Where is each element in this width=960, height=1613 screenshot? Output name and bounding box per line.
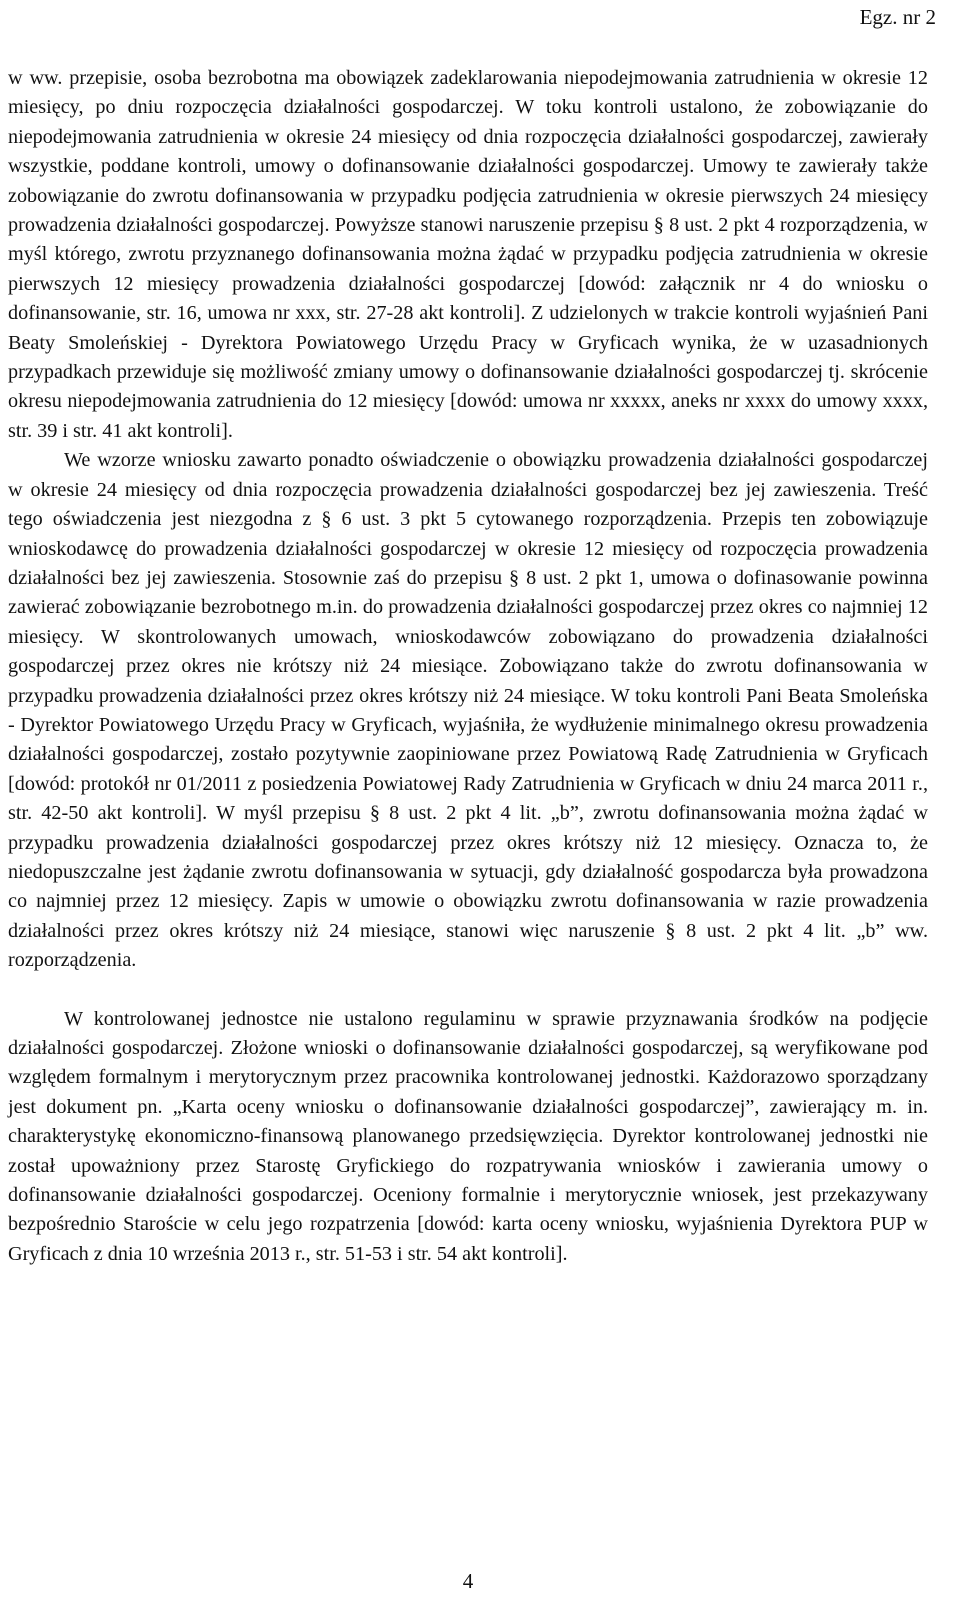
page-number: 4 <box>462 1569 474 1593</box>
paragraph-1: w ww. przepisie, osoba bezrobotna ma obowiązek zadeklarowania niepodejmowania zatrudnienia w okresie 12 miesięcy, po dniu rozpoczęcia działalności gospodarczej. W toku kontroli ustalono, że zobowiązanie do niepodejmowania zatrudnienia w okresie 24 miesięcy od dnia rozpoczęcia działalności gospodarczej, zawierały wszystkie, poddane kontroli, umowy o dofinansowanie działalności gospodarczej. Umowy te zawierały także zobowiązanie do zwrotu dofinansowania w przypadku podjęcia zatrudnienia w okresie pierwszych 24 miesięcy prowadzenia działalności gospodarczej. Powyższe stanowi naruszenie przepisu § 8 ust. 2 pkt 4 rozporządzenia, w myśl którego, zwrotu przyznanego dofinansowania można żądać w przypadku podjęcia zatrudnienia w okresie pierwszych 12 miesięcy prowadzenia działalności gospodarczej [dowód: załącznik nr 4 do wniosku o dofinansowanie, str. 16, umowa nr xxx, str. 27-28 akt kontroli]. Z udzielonych w trakcie kontroli wyjaśnień Pani Beaty Smoleńskiej - Dyrektora Powiatowego Urzędu Pracy w Gryficach wynika, że w uzasadnionych przypadkach przewiduje się możliwość zmiany umowy o dofinansowanie działalności gospodarczej tj. skrócenie okresu niepodejmowania zatrudnienia do 12 miesięcy [dowód: umowa nr xxxxx, aneks nr xxxx do umowy xxxx, str. 39 i str. 41 akt kontroli]. <box>8 67 928 442</box>
paragraph-2: We wzorze wniosku zawarto ponadto oświadczenie o obowiązku prowadzenia działalności gospodarczej w okresie 24 miesięcy od dnia rozpoczęcia prowadzenia działalności gospodarczej bez jej zawieszenia. Treść tego oświadczenia jest niezgodna z § 6 ust. 3 pkt 5 cytowanego rozporządzenia. Przepis ten zobowiązuje wnioskodawcę do prowadzenia działalności gospodarczej w okresie 12 miesięcy od rozpoczęcia prowadzenia działalności bez jej zawieszenia. Stosownie zaś do przepisu § 8 ust. 2 pkt 1, umowa o dofinasowanie powinna zawierać zobowiązanie bezrobotnego m.in. do prowadzenia działalności gospodarczej przez okres co najmniej 12 miesięcy. W skontrolowanych umowach, wnioskodawców zobowiązano do prowadzenia działalności gospodarczej przez okres nie krótszy niż 24 miesiące. Zobowiązano także do zwrotu dofinansowania w przypadku prowadzenia działalności przez okres krótszy niż 24 miesiące. W toku kontroli Pani Beata Smoleńska - Dyrektor Powiatowego Urzędu Pracy w Gryficach, wyjaśniła, że wydłużenie minimalnego okresu prowadzenia działalności gospodarczej, zostało pozytywnie zaopiniowane przez Powiatową Radę Zatrudnienia w Gryficach [dowód: protokół nr 01/2011 z posiedzenia Powiatowej Rady Zatrudnienia w Gryficach w dniu 24 marca 2011 r., str. 42-50 akt kontroli]. W myśl przepisu § 8 ust. 2 pkt 4 lit. „b”, zwrotu dofinansowania można żądać w przypadku prowadzenia działalności gospodarczej przez okres krótszy niż 12 miesięcy. Oznacza to, że niedopuszczalne jest żądanie zwrotu dofinansowania w sytuacji, gdy działalność gospodarcza była prowadzona co najmniej przez 12 miesięcy. Zapis w umowie o obowiązku zwrotu dofinansowania w razie prowadzenia działalności przez okres krótszy niż 24 miesiące, stanowi więc naruszenie § 8 ust. 2 pkt 4 lit. „b” ww. rozporządzenia. <box>8 449 928 972</box>
paragraph-3: W kontrolowanej jednostce nie ustalono regulaminu w sprawie przyznawania środków na podjęcie działalności gospodarczej. Złożone wnioski o dofinansowanie działalności gospodarczej, są weryfikowane pod względem formalnym i merytorycznym przez pracownika kontrolowanej jednostki. Każdorazowo sporządzany jest dokument pn. „Karta oceny wniosku o dofinansowanie działalności gospodarczej”, zawierający m. in. charakterystykę ekonomiczno-finansową planowanego przedsięwzięcia. Dyrektor kontrolowanej jednostki nie został upoważniony przez Starostę Gryfickiego do rozpatrywania wniosków i zawierania umowy o dofinansowanie działalności gospodarczej. Oceniony formalnie i merytorycznie wniosek, jest przekazywany bezpośrednio Staroście w celu jego rozpatrzenia [dowód: karta oceny wniosku, wyjaśnienia Dyrektora PUP w Gryficach z dnia 10 września 2013 r., str. 51-53 i str. 54 akt kontroli]. <box>8 1007 928 1265</box>
document-copy-label: Egz. nr 2 <box>859 5 936 29</box>
document-body <box>8 64 928 1269</box>
